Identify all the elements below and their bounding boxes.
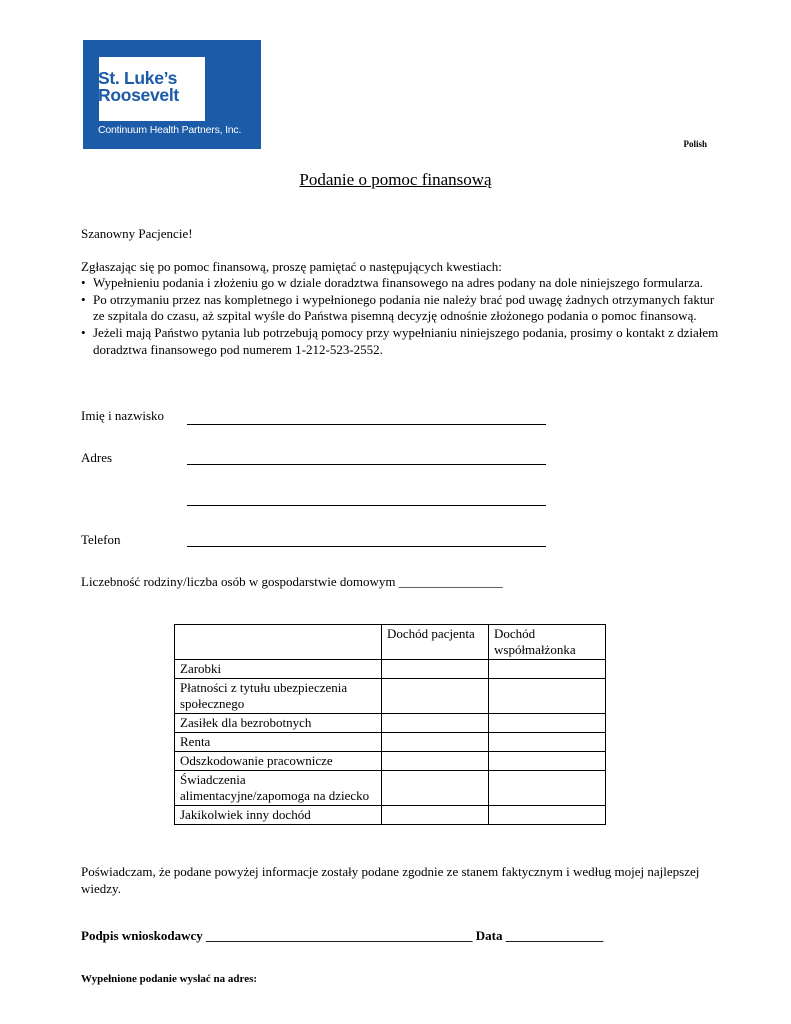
patient-income-cell[interactable] <box>382 679 489 714</box>
row-label: Zasiłek dla bezrobotnych <box>175 714 382 733</box>
address-field-line-2[interactable] <box>187 505 546 506</box>
table-row <box>175 752 606 771</box>
table-row <box>175 714 606 733</box>
patient-income-cell[interactable] <box>382 714 489 733</box>
household-label: Liczebność rodziny/liczba osób w gospodarstwie domowym <box>81 574 396 589</box>
intro-text: Zgłaszając się po pomoc finansową, proszę pamiętać o następujących kwestiach: <box>81 259 502 274</box>
table-row <box>175 733 606 752</box>
patient-income-cell[interactable] <box>382 771 489 806</box>
table-header-row <box>175 625 606 660</box>
name-label: Imię i nazwisko <box>81 408 165 423</box>
patient-income-cell[interactable] <box>382 806 489 825</box>
date-field[interactable]: _______________ <box>505 928 604 943</box>
spouse-income-cell[interactable] <box>489 771 606 806</box>
row-label: Odszkodowanie pracownicze <box>175 752 382 771</box>
send-to-label: Wypełnione podanie wysłać na adres: <box>81 973 258 985</box>
table-header-cell: Dochód współmałżonka <box>489 625 606 660</box>
row-label: Świadczenia alimentacyjne/zapomoga na dziecko <box>175 771 382 806</box>
language-label: Polish <box>683 139 707 149</box>
table-row <box>175 806 606 825</box>
list-item: • Po otrzymaniu przez nas kompletnego i wypełnionego podania nie należy brać pod uwagę żadnych otrzymanych faktur ze szpitala do czasu, aż szpital wyśle do Państwa pisemną decyzję odnośnie złożonego podania o pomoc finansową. <box>81 292 721 325</box>
signature-label: Podpis wnioskodawcy <box>81 928 203 943</box>
logo-subtitle: Continuum Health Partners, Inc. <box>98 124 242 136</box>
household-field[interactable]: ________________ <box>398 574 503 589</box>
date-label: Data <box>475 928 503 943</box>
logo-name-line2: Roosevelt <box>98 85 179 105</box>
row-label: Zarobki <box>175 660 382 679</box>
greeting: Szanowny Pacjencie! <box>81 226 193 241</box>
spouse-income-cell[interactable] <box>489 733 606 752</box>
spouse-income-cell[interactable] <box>489 806 606 825</box>
household-row <box>81 573 503 590</box>
table-row <box>175 679 606 714</box>
address-field-line-1[interactable] <box>187 464 546 465</box>
spouse-income-cell[interactable] <box>489 679 606 714</box>
income-table <box>174 624 606 825</box>
logo-name <box>98 70 179 104</box>
page-title: Podanie o pomoc finansową <box>299 170 492 189</box>
table-header-cell: Dochód pacjenta <box>382 625 489 660</box>
table-row <box>175 660 606 679</box>
row-label: Jakikolwiek inny dochód <box>175 806 382 825</box>
phone-label: Telefon <box>81 532 121 547</box>
patient-income-cell[interactable] <box>382 733 489 752</box>
signature-field[interactable]: _________________________________________ <box>205 928 473 943</box>
certification-text: Poświadczam, że podane powyżej informacje zostały podane zgodnie ze stanem faktycznym i według mojej najlepszej wiedzy. <box>81 864 700 896</box>
spouse-income-cell[interactable] <box>489 714 606 733</box>
spouse-income-cell[interactable] <box>489 752 606 771</box>
logo-name-line1: St. Luke’s <box>98 68 178 88</box>
phone-field[interactable] <box>187 546 546 547</box>
spouse-income-cell[interactable] <box>489 660 606 679</box>
patient-income-cell[interactable] <box>382 660 489 679</box>
patient-income-cell[interactable] <box>382 752 489 771</box>
signature-row <box>81 927 603 944</box>
list-item: • Wypełnieniu podania i złożeniu go w dziale doradztwa finansowego na adres podany na dole niniejszego formularza. <box>81 275 721 292</box>
address-label: Adres <box>81 450 113 465</box>
instructions-list <box>81 275 721 359</box>
name-field[interactable] <box>187 424 546 425</box>
row-label: Renta <box>175 733 382 752</box>
list-item: • Jeżeli mają Państwo pytania lub potrzebują pomocy przy wypełnianiu niniejszego podania, prosimy o kontakt z działem doradztwa finansowego pod numerem 1-212-523-2552. <box>81 325 721 358</box>
table-row <box>175 771 606 806</box>
table-header-cell <box>175 625 382 660</box>
row-label: Płatności z tytułu ubezpieczenia społecznego <box>175 679 382 714</box>
